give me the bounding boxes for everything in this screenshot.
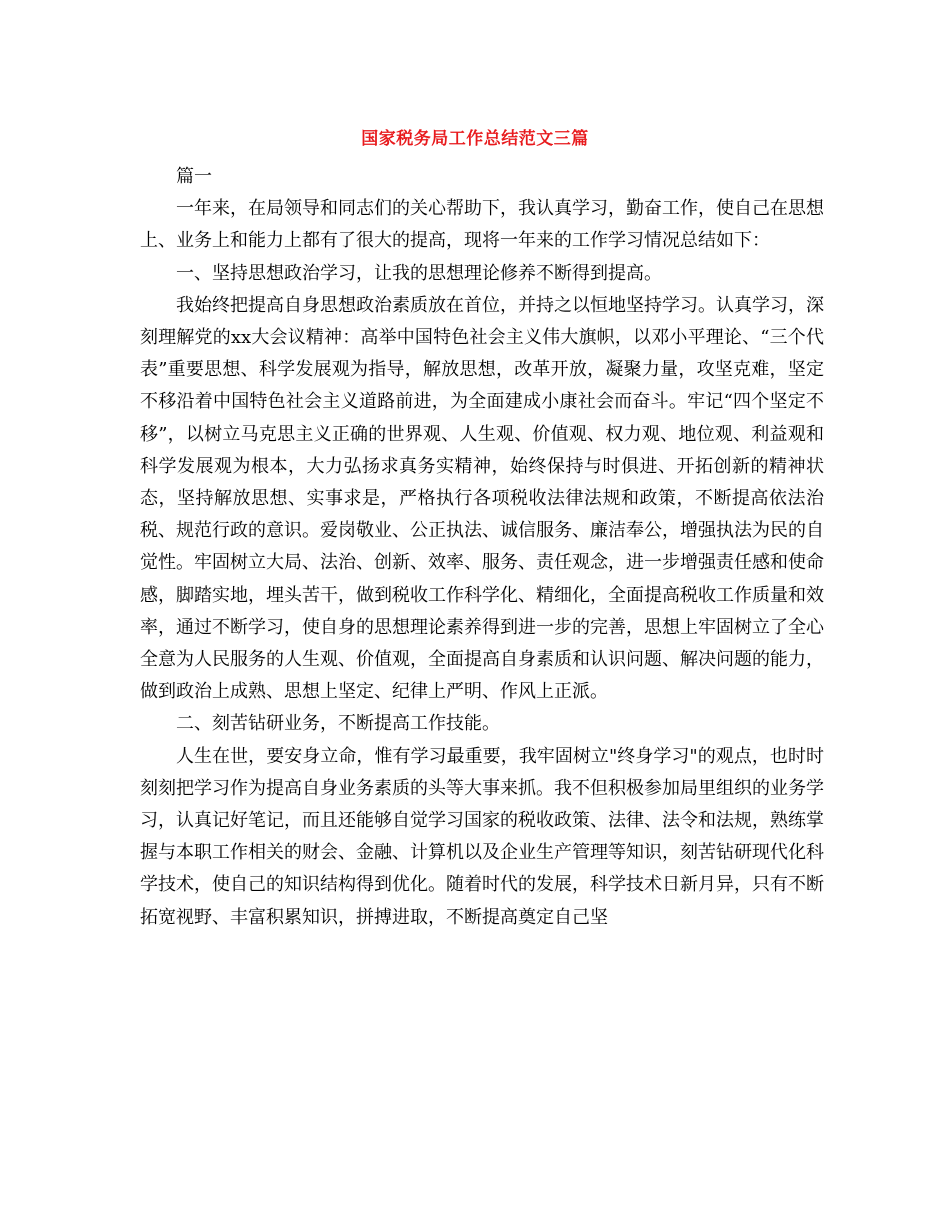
document-title: 国家税务局工作总结范文三篇 [361, 129, 589, 149]
document-body [140, 161, 824, 934]
intro-paragraph: 一年来，在局领导和同志们的关心帮助下，我认真学习，勤奋工作，使自己在思想上、业务上和能力上都有了很大的提高，现将一年来的工作学习情况总结如下： [140, 198, 824, 252]
section-heading-political-study: 一、坚持思想政治学习，让我的思想理论修养不断得到提高。 [176, 262, 662, 284]
political-study-paragraph: 我始终把提高自身思想政治素质放在首位，并持之以恒地坚持学习。认真学习，深刻理解党的xx大会议精神：高举中国特色社会主义伟大旗帜，以邓小平理论、“三个代表”重要思想、科学发展观为指导，解放思想，改革开放，凝聚力量，攻坚克难，坚定不移沿着中国特色社会主义道路前进，为全面建成小康社会而奋斗。牢记“四个坚定不移”，以树立马克思主义正确的世界观、人生观、价值观、权力观、地位观、利益观和科学发展观为根本，大力弘扬求真务实精神，始终保持与时俱进、开拓创新的精神状态，坚持解放思想、实事求是，严格执行各项税收法律法规和政策，不断提高依法治税、规范行政的意识。爱岗敬业、公正执法、诚信服务、廉洁奉公，增强执法为民的自觉性。牢固树立大局、法治、创新、效率、服务、责任观念，进一步增强责任感和使命感，脚踏实地，埋头苦干，做到税收工作科学化、精细化，全面提高税收工作质量和效率，通过不断学习，使自身的思想理论素养得到进一步的完善，思想上牢固树立了全心全意为人民服务的人生观、价值观，全面提高自身素质和认识问题、解决问题的能力，做到政治上成熟、思想上坚定、纪律上严明、作风上正派。 [140, 294, 824, 703]
section-heading-part-one: 篇一 [176, 166, 212, 187]
business-study-paragraph: 人生在世，要安身立命，惟有学习最重要，我牢固树立"终身学习"的观点，也时时刻刻把学习作为提高自身业务素质的头等大事来抓。我不但积极参加局里组织的业务学习，认真记好笔记，而且还能够自觉学习国家的税收政策、法律、法令和法规，熟练掌握与本职工作相关的财会、金融、计算机以及企业生产管理等知识，刻苦钻研现代化科学技术，使自己的知识结构得到优化。随着时代的发展，科学技术日新月异，只有不断拓宽视野、丰富积累知识，拼搏进取，不断提高奠定自己坚 [140, 745, 824, 928]
section-heading-business-study: 二、刻苦钻研业务，不断提高工作技能。 [176, 713, 500, 735]
